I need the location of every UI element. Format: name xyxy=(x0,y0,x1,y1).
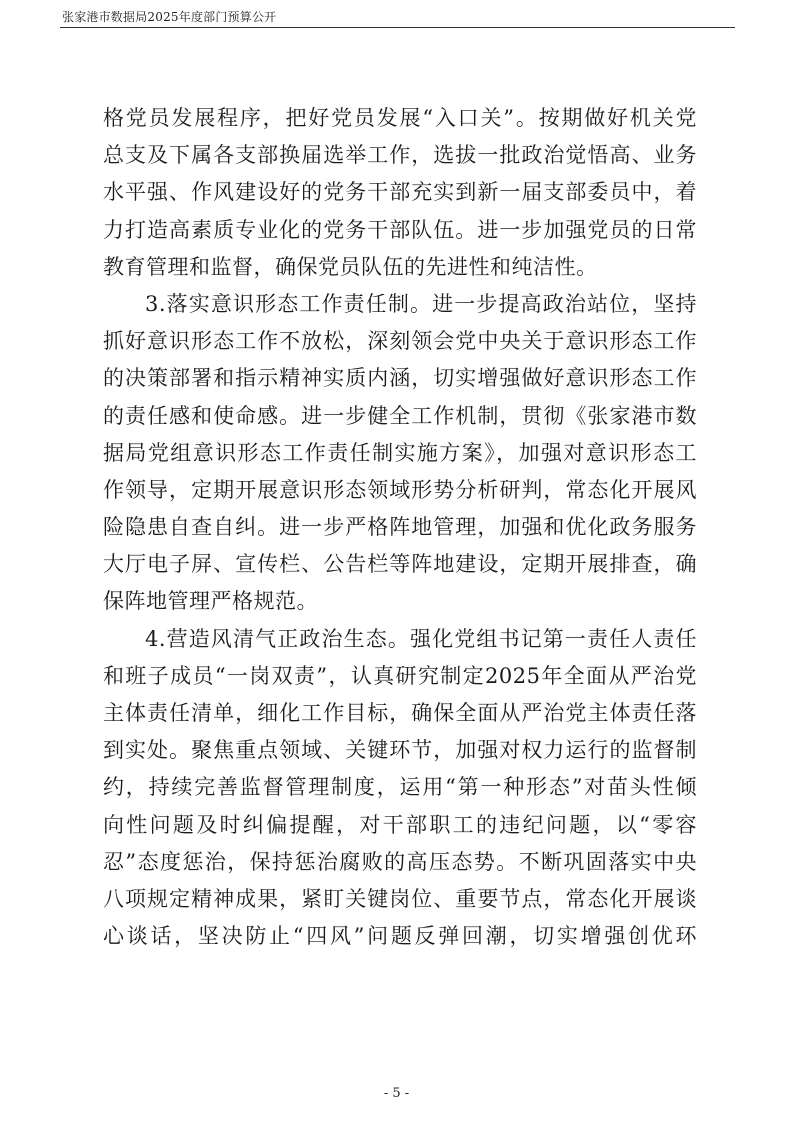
body-line: 据局党组意识形态工作责任制实施方案》，加强对意识形态工 xyxy=(103,440,697,465)
body-line: 水平强、作风建设好的党务干部充实到新一届支部委员中，着 xyxy=(103,180,697,205)
body-line: 和班子成员“一岗双责”，认真研究制定2025年全面从严治党 xyxy=(103,663,697,688)
running-header-title: 张家港市数据局2025年度部门预算公开 xyxy=(62,10,277,24)
body-line: 向性问题及时纠偏提醒，对干部职工的违纪问题，以“零容 xyxy=(103,812,697,837)
body-line: 到实处。聚焦重点领域、关键环节，加强对权力运行的监督制 xyxy=(103,738,697,763)
body-line: 作领导，定期开展意识形态领域形势分析研判，常态化开展风 xyxy=(103,477,697,502)
body-line: 格党员发展程序，把好党员发展“入口关”。按期做好机关党 xyxy=(103,106,697,130)
body-line: 险隐患自查自纠。进一步严格阵地管理，加强和优化政务服务 xyxy=(103,515,697,540)
body-line: 3.落实意识形态工作责任制。进一步提高政治站位，坚持 xyxy=(145,291,697,316)
body-line: 八项规定精神成果，紧盯关键岗位、重要节点，常态化开展谈 xyxy=(103,886,697,911)
body-line: 约，持续完善监督管理制度，运用“第一种形态”对苗头性倾 xyxy=(103,775,697,800)
body-line: 主体责任清单，细化工作目标，确保全面从严治党主体责任落 xyxy=(103,701,697,725)
body-line: 心谈话，坚决防止“四风”问题反弹回潮，切实增强创优环 xyxy=(103,924,697,949)
body-line: 忍”态度惩治，保持惩治腐败的高压态势。不断巩固落实中央 xyxy=(103,849,697,874)
body-line: 保阵地管理严格规范。 xyxy=(103,589,318,614)
document-body xyxy=(103,100,697,955)
body-line: 4.营造风清气正政治生态。强化党组书记第一责任人责任 xyxy=(145,626,697,651)
body-line: 抓好意识形态工作不放松，深刻领会党中央关于意识形态工作 xyxy=(103,329,697,354)
body-line: 的决策部署和指示精神实质内涵，切实增强做好意识形态工作 xyxy=(103,366,697,391)
body-line: 大厅电子屏、宣传栏、公告栏等阵地建设，定期开展排查，确 xyxy=(103,552,697,577)
body-line: 教育管理和监督，确保党员队伍的先进性和纯洁性。 xyxy=(103,254,598,279)
body-line: 的责任感和使命感。进一步健全工作机制，贯彻《张家港市数 xyxy=(103,403,697,428)
header-divider xyxy=(60,27,735,28)
body-line: 总支及下属各支部换届选举工作，选拔一批政治觉悟高、业务 xyxy=(103,143,697,168)
page-number: - 5 - xyxy=(383,1086,410,1101)
body-line: 力打造高素质专业化的党务干部队伍。进一步加强党员的日常 xyxy=(103,217,697,242)
